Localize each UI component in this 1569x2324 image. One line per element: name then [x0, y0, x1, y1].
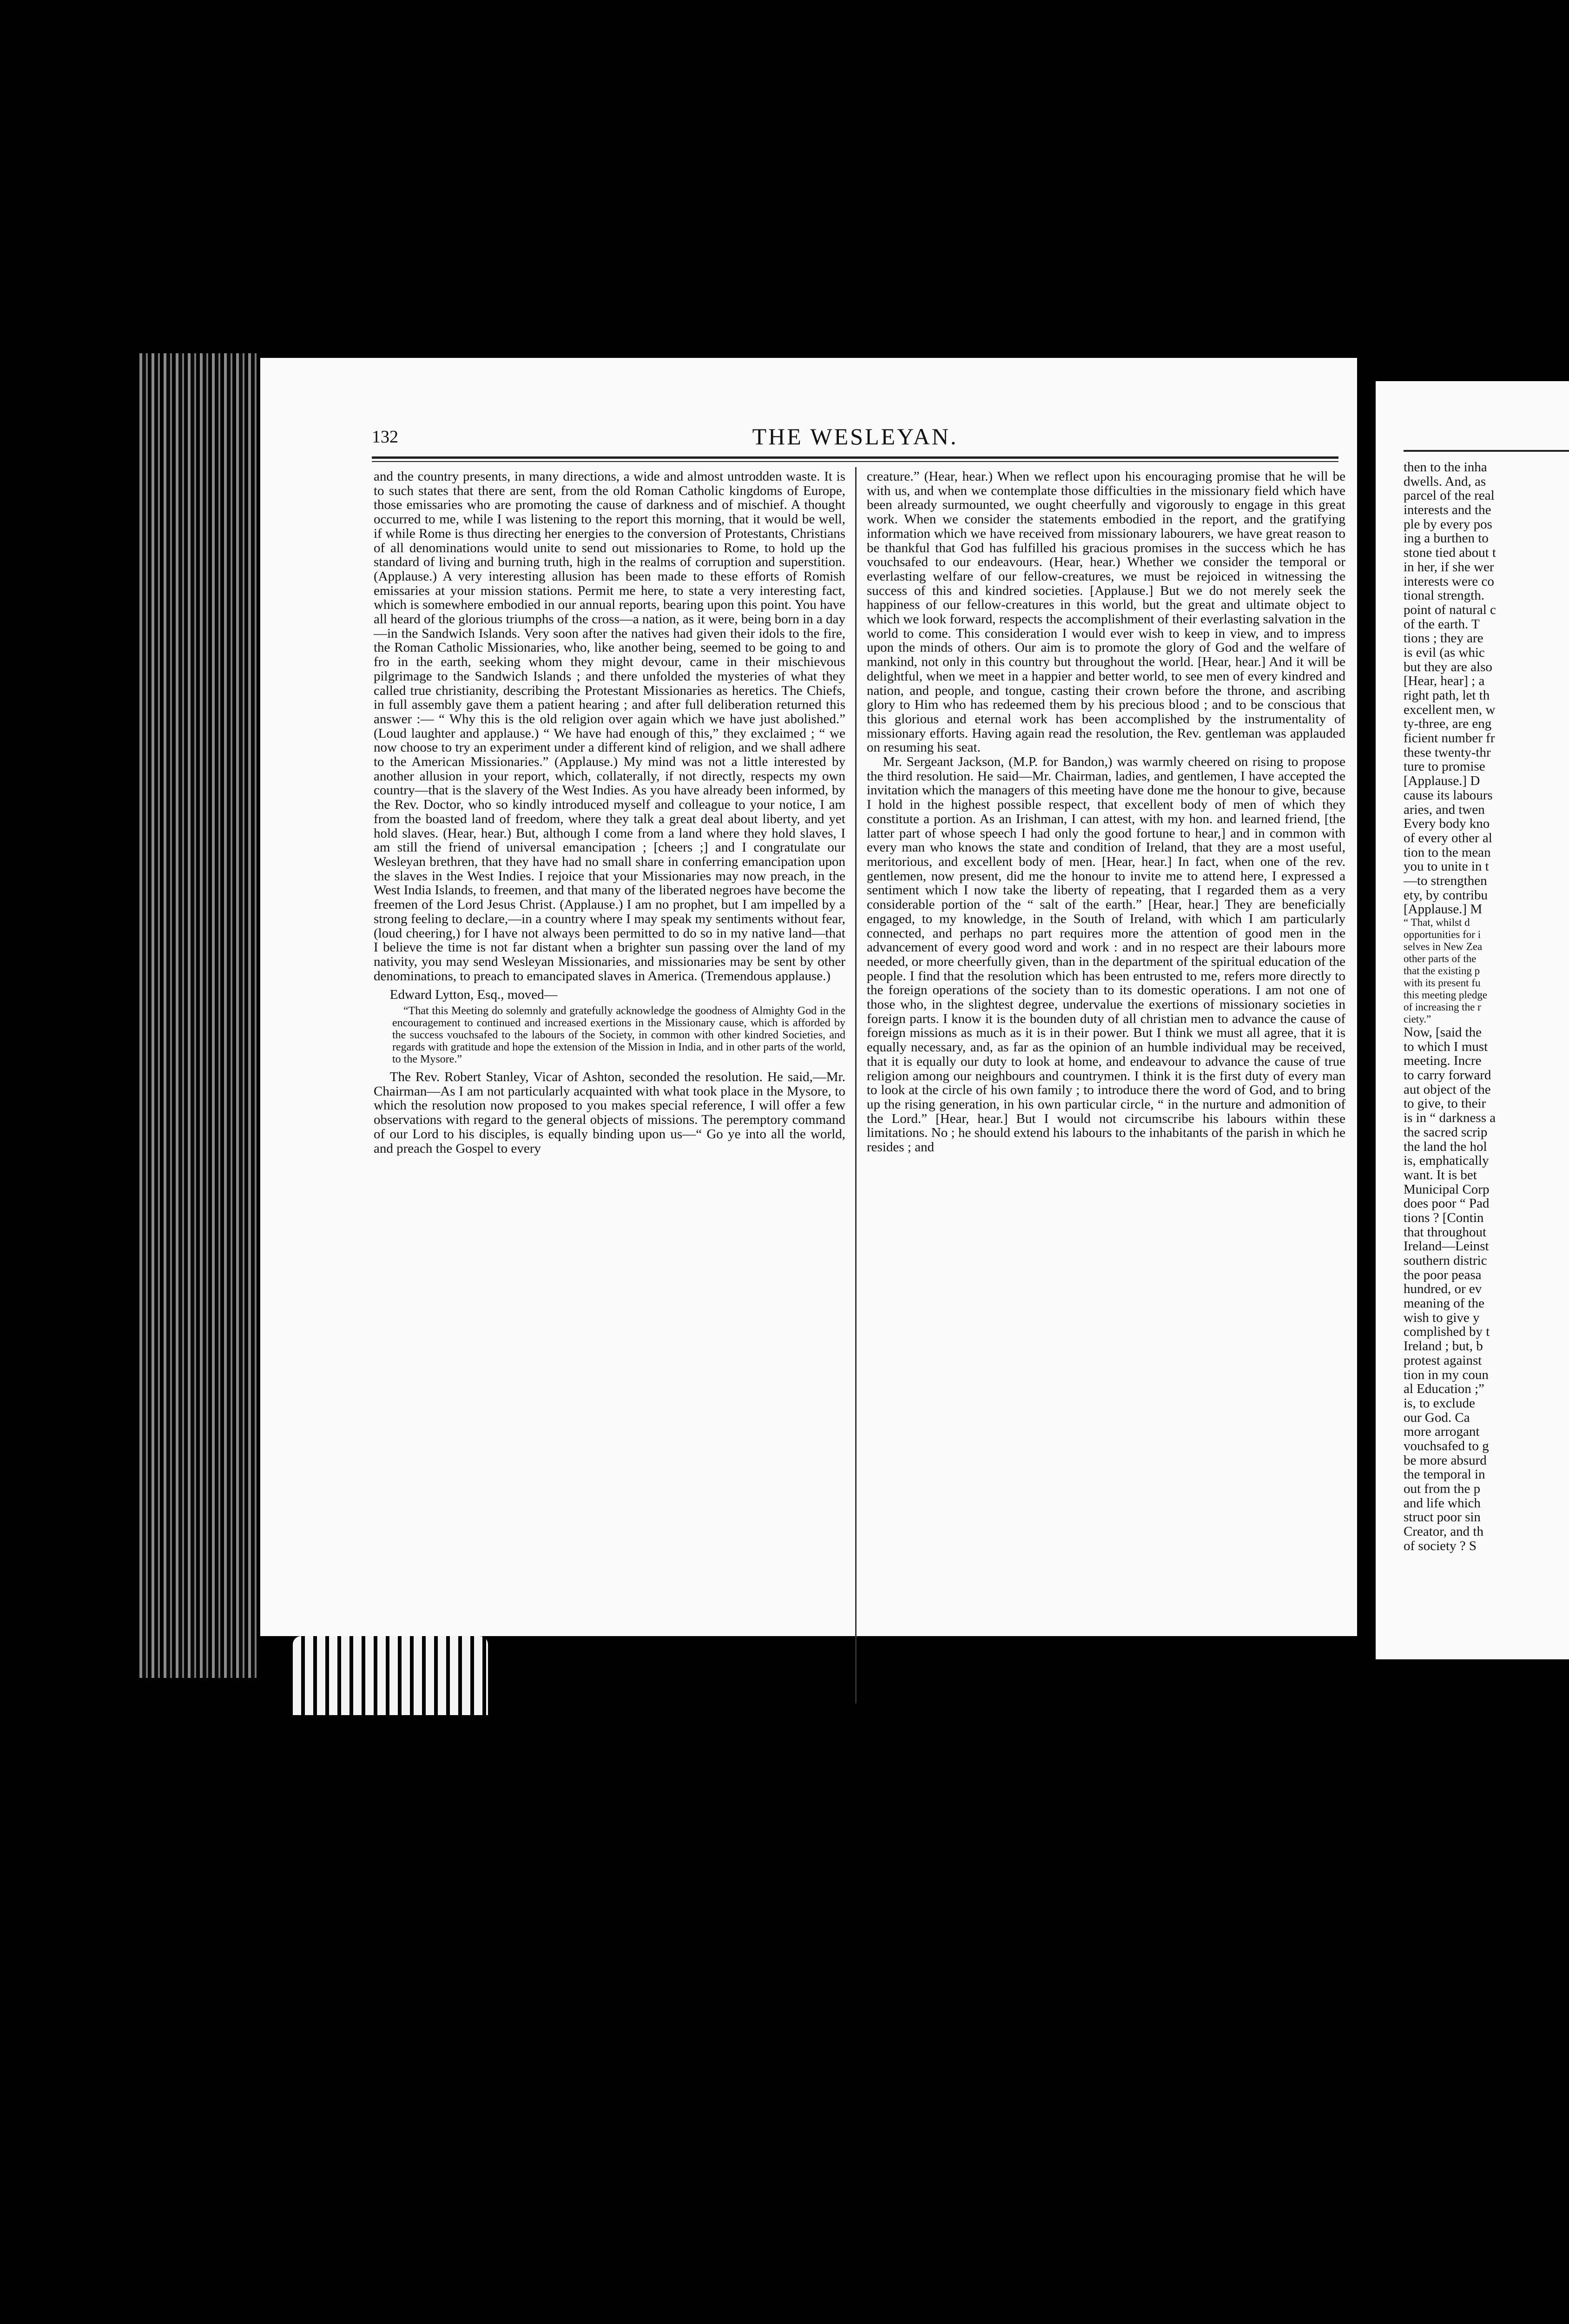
facing-page-line: excellent men, w	[1404, 702, 1496, 717]
facing-page-line: other parts of the	[1404, 953, 1477, 964]
facing-page-line: is, emphatically	[1404, 1153, 1489, 1169]
page-edge-stack	[139, 353, 260, 1678]
facing-page-line: of increasing the r	[1404, 1001, 1481, 1013]
running-title: THE WESLEYAN.	[752, 423, 958, 449]
facing-page-line: in her, if she wer	[1404, 559, 1494, 574]
facing-page-line: you to unite in t	[1404, 859, 1489, 874]
facing-page-line: opportunities for i	[1404, 929, 1481, 940]
facing-page-line: the sacred scrip	[1404, 1124, 1488, 1140]
facing-page-line: of every other al	[1404, 830, 1492, 845]
facing-page-line: complished by t	[1404, 1324, 1490, 1340]
facing-page-line: wish to give y	[1404, 1310, 1480, 1325]
facing-page-line: with its present fu	[1404, 977, 1481, 989]
facing-page-line: “ That, whilst d	[1404, 917, 1470, 928]
facing-page-line: meaning of the	[1404, 1296, 1484, 1311]
left-page	[260, 358, 1357, 1636]
facing-page-line: is, to exclude	[1404, 1395, 1475, 1411]
facing-page-line: out from the p	[1404, 1481, 1481, 1496]
facing-page-column	[1404, 460, 1569, 1553]
facing-page-line: to carry forward	[1404, 1068, 1491, 1083]
left-column	[374, 469, 845, 1155]
facing-page-line: tions ? [Contin	[1404, 1210, 1484, 1225]
page-number: 132	[372, 427, 398, 447]
facing-page-line: of society ? S	[1404, 1538, 1477, 1553]
facing-page-line: interests and the	[1404, 502, 1491, 518]
facing-page-line: cause its labours	[1404, 787, 1493, 803]
facing-page-line: [Applause.] M	[1404, 902, 1483, 917]
facing-page-line: to give, to their	[1404, 1096, 1486, 1111]
facing-page-line: meeting. Incre	[1404, 1053, 1482, 1069]
facing-page-line: —to strengthen	[1404, 873, 1487, 888]
facing-page-line: southern distric	[1404, 1253, 1487, 1268]
facing-page-line: to which I must	[1404, 1039, 1488, 1054]
facing-page-line: ture to promise	[1404, 759, 1485, 774]
facing-page-line: interests were co	[1404, 574, 1494, 589]
column-divider	[855, 467, 857, 1703]
facing-page-line: Now, [said the	[1404, 1025, 1482, 1040]
page-header	[372, 423, 1338, 451]
lytton-byline: Edward Lytton, Esq., moved—	[389, 987, 558, 1003]
facing-page-line: the temporal in	[1404, 1467, 1485, 1482]
facing-page-line: Municipal Corp	[1404, 1182, 1490, 1197]
facing-page-line: that throughout	[1404, 1224, 1487, 1240]
facing-page-line: Ireland ; but, b	[1404, 1339, 1483, 1354]
facing-page-line: this meeting pledge	[1404, 989, 1488, 1001]
right-column-paragraph: creature.” (Hear, hear.) When we reflect upon his encouraging promise that he will be with us, and when we contemplate those difficulties in the missionary field which have been already surmounted, we ought cheerfully and vigorously to engage in this great work. When we consider the statements embodied in the report, and the gratifying information which we have received from missionary labourers, we have great reason to be thankful that God has fulfilled his gracious promises in the success which he has vouchsafed to our endeavours. (Hear, hear.) Whether we consider the temporal or everlasting welfare of our fellow-creatures, we must be rejoiced in witnessing the success of this and kindred societies. [Applause.] But we do not merely seek the happiness of our fellow-creatures in this world, but the great and ultimate object to which we look forward, respects the accomplishment of their everlasting salvation in the world to come. This consideration I would ever wish to keep in view, and to impress upon the minds of others. Our aim is to promote the glory of God and the welfare of mankind, not only in this country but throughout the world. [Hear, hear.] And it will be delightful, when we meet in a happier and better world, to see men of every kindred and nation, and people, and tongue, casting their crown before the throne, and ascribing glory to Him who has redeemed them by his precious blood ; and to be conscious that this glorious and eternal work has been accomplished by the instrumentality of missionary efforts. Having again read the resolution, the Rev. gentleman was applauded on resuming his seat.	[867, 469, 1345, 755]
facing-page-line: Creator, and th	[1404, 1524, 1483, 1539]
facing-page-line: these twenty-thr	[1404, 745, 1491, 760]
facing-page-line: aut object of the	[1404, 1082, 1491, 1097]
facing-page-rule	[1404, 450, 1569, 452]
facing-page-line: struct poor sin	[1404, 1510, 1481, 1525]
facing-page-line: tion to the mean	[1404, 845, 1491, 860]
facing-page-line: aries, and twen	[1404, 802, 1485, 817]
left-column-paragraph: and the country presents, in many directions, a wide and almost untrodden waste. It is to such states that there are sent, from the old Roman Catholic kingdoms of Europe, those emissaries who are promoting the cause of darkness and of mischief. A thought occurred to me, while I was listening to the report this morning, that it would be well, if while Rome is thus directing her energies to the conversion of Protestants, Christians of all denominations would unite to send out missionaries to Rome, to hold up the standard of living and burning truth, high in the realms of corruption and superstition. (Applause.) A very interesting allusion has been made to these efforts of Romish emissaries at your mission stations. Permit me here, to state a very interesting fact, which is somewhere embodied in our annual reports, bearing upon this point. You have all heard of the glorious triumphs of the cross—a nation, as it were, being born in a day—in the Sandwich Islands. Very soon after the natives had given their idols to the fire, the Roman Catholic Missionaries, who, like another being, seemed to be going to and fro in the earth, seeking whom they might devour, came in their mischievous pilgrimage to the Sandwich Islands ; and there unfolded the mysteries of what they called true christianity, describing the Protestant Missionaries as heretics. The Chiefs, in full assembly gave them a patient hearing ; and after full deliberation returned this answer :— “ Why this is the old religion over again which we have just abolished.” (Loud laughter and applause.) “ We have had enough of this,” they exclaimed ; “ we now choose to try an experiment under a different kind of religion, and we shall adhere to the American Missionaries.” (Applause.) My mind was not a little interested by another allusion in your report, which, collaterally, if not directly, respects my own country—that is the slavery of the West Indies. As you have already been informed, by the Rev. Doctor, who so kindly introduced myself and colleague to your notice, I am from the boasted land of freedom, where they talk a great deal about liberty, and yet hold slaves. (Hear, hear.) But, although I come from a land where they hold slaves, I am still the friend of universal emancipation ; [cheers ;] and I congratulate our Wesleyan brethren, that they have had no small share in conferring emancipation upon the slaves in the West Indies. I rejoice that your Missionaries may now preach, in the West India Islands, to freemen, and that many of the liberated negroes have become the freemen of the Lord Jesus Christ. (Applause.) I am no prophet, but I am impelled by a strong feeling to declare,—in a country where I may speak my sentiments without fear, (loud cheering,) for I have not always been permitted to do so in my native land—that I believe the time is not far distant when a brighter sun passing over the land of my nativity, you may send Wesleyan Missionaries, and missionaries may be sent by other denominations, to preach to emancipated slaves in America. (Tremendous applause.)	[374, 469, 845, 984]
facing-page	[1376, 381, 1569, 1659]
header-rule-thin	[372, 461, 1338, 462]
facing-page-line: is evil (as whic	[1404, 645, 1485, 660]
facing-page-line: dwells. And, as	[1404, 474, 1486, 489]
facing-page-line: tion in my coun	[1404, 1367, 1489, 1382]
facing-page-line: ficient number fr	[1404, 731, 1495, 746]
header-rule	[372, 456, 1338, 459]
facing-page-line: is in “ darkness a	[1404, 1110, 1496, 1126]
facing-page-line: tions ; they are	[1404, 631, 1483, 646]
right-column	[867, 469, 1345, 1155]
facing-page-line: ple by every pos	[1404, 516, 1492, 532]
facing-page-line: but they are also	[1404, 659, 1492, 674]
facing-page-line: and life which	[1404, 1495, 1481, 1511]
facing-page-line: Every body kno	[1404, 816, 1490, 832]
facing-page-line: Ireland—Leinst	[1404, 1239, 1489, 1254]
facing-page-line: protest against	[1404, 1353, 1482, 1368]
facing-page-line: selves in New Zea	[1404, 941, 1483, 952]
facing-page-line: ing a burthen to	[1404, 531, 1489, 546]
facing-page-line: parcel of the real	[1404, 488, 1495, 503]
facing-page-line: ciety.”	[1404, 1013, 1431, 1025]
facing-page-line: [Applause.] D	[1404, 773, 1480, 789]
facing-page-line: point of natural c	[1404, 602, 1496, 617]
facing-page-line: our God. Ca	[1404, 1410, 1470, 1425]
book-binding-clip	[293, 1636, 488, 1715]
facing-page-line: be more absurd	[1404, 1452, 1487, 1468]
facing-page-line: stone tied about t	[1404, 545, 1496, 561]
facing-page-line: right path, let th	[1404, 688, 1490, 703]
facing-page-line: then to the inha	[1404, 460, 1487, 475]
facing-page-line: ety, by contribu	[1404, 887, 1488, 903]
resolution-quote: “That this Meeting do solemnly and gratefully acknowledge the goodness of Almighty God in the encouragement to continued and increased exertions in the Missionary cause, which is afforded by the success vouchsafed to the labours of the Society, in common with other kindred Societies, and regards with gratitude and hope the extension of the Mission in India, and in other parts of the world, to the Mysore.”	[392, 1005, 845, 1066]
jackson-speech: Mr. Sergeant Jackson, (M.P. for Bandon,) was warmly cheered on rising to propose the third resolution. He said—Mr. Chairman, ladies, and gentlemen, I have accepted the invitation which the managers of this meeting have done me the honour to give, because I hold in the highest possible respect, that excellent body of men of which they constitute a portion. As an Irishman, I can attest, with my hon. and learned friend, [the latter part of whose speech I had only the good fortune to hear,] and in common with every man who knows the state and condition of Ireland, that they are a most useful, meritorious, and excellent body of men. [Hear, hear.] In fact, when one of the rev. gentlemen, now present, did me the honour to invite me to attend here, I expressed a sentiment which I now take the liberty of repeating, that I regarded them as a very considerable portion of the “ salt of the earth.” [Hear, hear.] They are beneficially engaged, to my knowledge, in the South of Ireland, with which I am particularly connected, and perhaps no part requires more the attention of good men in the advancement of every good word and work : and in no respect are their labours more needed, or more cheerfully given, than in the department of the spiritual education of the people. I find that the resolution which has been entrusted to me, refers more directly to the foreign operations of the society than to its domestic operations. I am not one of those who, in the slightest degree, undervalue the exertions of missionary societies in foreign parts. I know it is the bounden duty of all christian men to advance the cause of foreign missions as much as it is in their power. But I think we must all agree, that it is equally necessary, and, as far as the opinion of an humble individual may be received, that it is equally our duty to look at home, and endeavour to advance the cause of true religion among our neighbours and countrymen. I think it is the first duty of every man to look at the circle of his own family ; to introduce there the word of God, and to bring up the rising generation, in his own particular circle, “ in the nurture and admonition of the Lord.” [Hear, hear.] But I would not circumscribe his labours within these limitations. No ; he should extend his labours to the inhabitants of the parish in which he resides ; and	[867, 754, 1345, 1155]
facing-page-line: hundred, or ev	[1404, 1281, 1482, 1297]
facing-page-line: vouchsafed to g	[1404, 1438, 1489, 1453]
facing-page-line: the land the hol	[1404, 1139, 1487, 1154]
facing-page-line: tional strength.	[1404, 588, 1484, 603]
facing-page-line: that the existing p	[1404, 965, 1480, 977]
facing-page-line: ty-three, are eng	[1404, 716, 1492, 732]
stanley-speech: The Rev. Robert Stanley, Vicar of Ashton, seconded the resolution. He said,—Mr. Chairman—As I am not particularly acquainted with what took place in the Mysore, to which the resolution now proposed to you makes special reference, I will offer a few observations with regard to the general objects of missions. The peremptory command of our Lord to his disciples, is equally binding upon us—“ Go ye into all the world, and preach the Gospel to every	[374, 1070, 845, 1156]
facing-page-line: want. It is bet	[1404, 1167, 1477, 1182]
facing-page-line: al Education ;”	[1404, 1381, 1484, 1397]
facing-page-line: [Hear, hear] ; a	[1404, 673, 1485, 689]
facing-page-line: the poor peasa	[1404, 1267, 1482, 1282]
facing-page-line: more arrogant	[1404, 1424, 1480, 1439]
facing-page-line: of the earth. T	[1404, 616, 1480, 632]
facing-page-line: does poor “ Pad	[1404, 1196, 1490, 1211]
